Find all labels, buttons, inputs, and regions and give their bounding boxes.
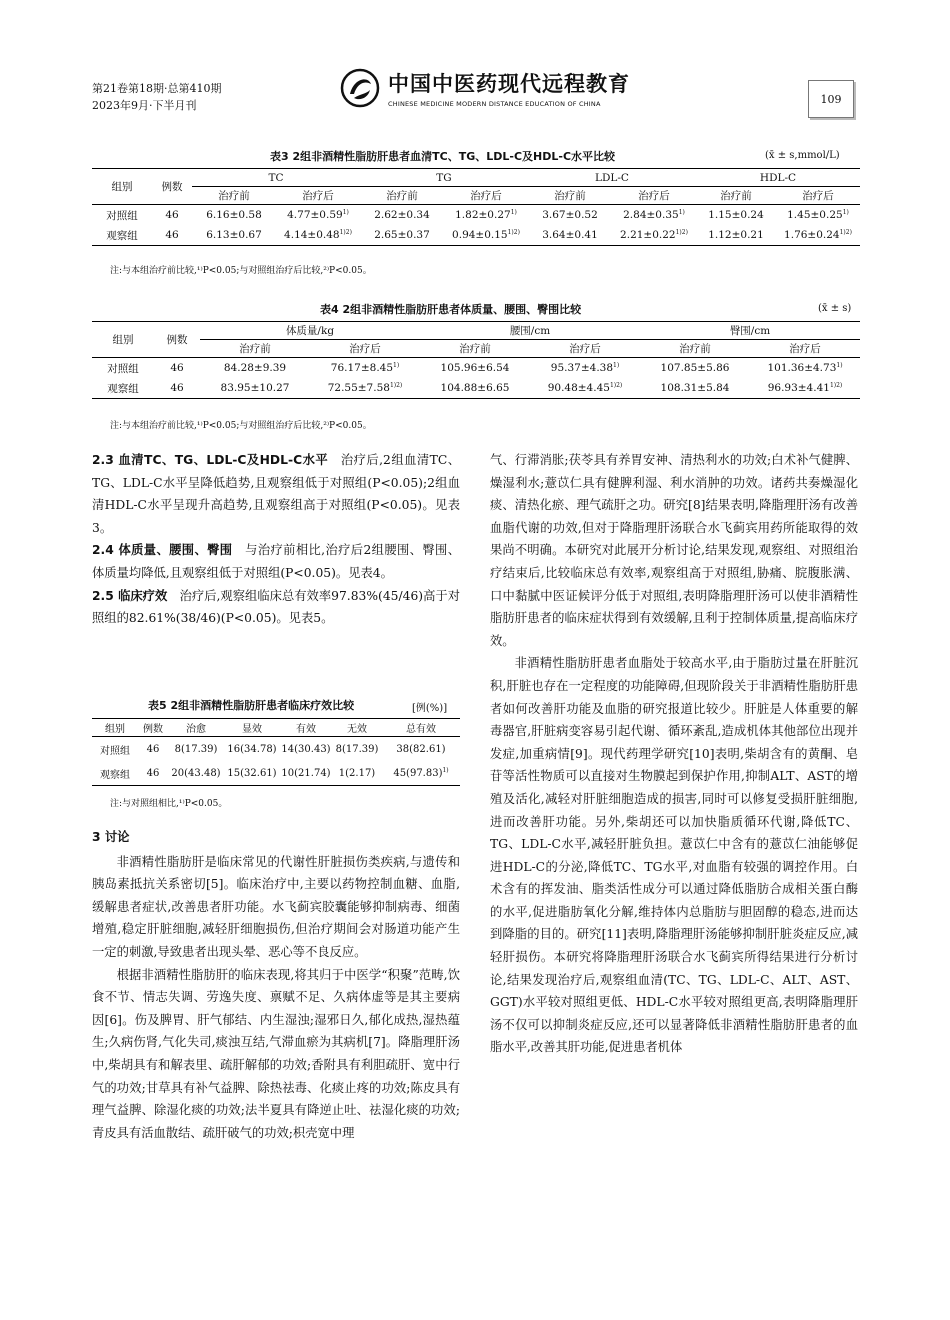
table3-body — [92, 205, 860, 246]
table5-cell: 20(43.48) — [168, 761, 224, 786]
table3-value: 1.15±0.24 — [708, 209, 764, 221]
table4-group-cell: 对照组 — [107, 362, 139, 375]
table4-value: 105.96±6.54 — [440, 362, 510, 374]
table5-note: 注:与对照组相比,¹⁾P<0.05。 — [110, 799, 228, 809]
table4-value: 90.48±4.45 — [547, 382, 610, 394]
table3-header-group: 组别 — [92, 169, 152, 205]
table5-cell: 14(30.43) — [281, 743, 331, 755]
table4-value: 104.88±6.65 — [440, 382, 510, 394]
table5-caption: 表5 2组非酒精性脂肪肝患者临床疗效比较 — [148, 699, 355, 712]
table4-note: 注:与本组治疗前比较,¹⁾P<0.05;与对照组治疗后比较,²⁾P<0.05。 — [110, 421, 372, 431]
table-row — [92, 225, 860, 246]
section-3-title: 3 讨论 — [92, 830, 130, 844]
table4-sup: 1) — [836, 362, 843, 369]
table4-value: 108.31±5.84 — [660, 382, 730, 394]
table4-header-before: 治疗前 — [640, 340, 750, 358]
table4-value-cell — [310, 378, 420, 399]
table3-n-cell: 46 — [152, 225, 192, 246]
table3-value-cell — [360, 205, 444, 226]
issue-info — [92, 80, 222, 114]
table5-header: 治愈 — [168, 719, 224, 737]
table3-note: 注:与本组治疗前比较,¹⁾P<0.05;与对照组治疗后比较,²⁾P<0.05。 — [110, 266, 372, 276]
table3-value-cell — [612, 225, 696, 246]
section-2-3-text: 治疗后,2组血清TC、TG、LDL-C水平呈降低趋势,且观察组低于对照组(P<0.05);2组血清HDL-C水平呈现升高趋势,且观察组高于对照组(P<0.05)。见表3。 — [92, 453, 460, 535]
table3-value: 1.76±0.24 — [784, 229, 840, 241]
table5-cell: 46 — [146, 743, 160, 755]
section-2-4-text: 与治疗前相比,治疗后2组腰围、臀围、体质量均降低,且观察组低于对照组(P<0.05)。见表4。 — [92, 543, 460, 580]
table3-value: 0.94±0.15 — [452, 229, 508, 241]
journal-masthead — [340, 68, 630, 108]
discussion-paragraph: 根据非酒精性脂肪肝的临床表现,将其归于中医学“积聚”范畴,饮食不节、情志失调、劳逸失度、禀赋不足、久病体虚等是其主要病因[6]。伤及脾胃、肝气郁结、内生湿浊;湿邪日久,郁化成热,湿热蕴生;久病伤肾,气化失司,痰浊互结,气滞血瘀为其病机[7]。降脂理肝汤中,柴胡具有和解表里、疏肝解郁的功效;香附具有利胆疏肝、宽中行气的功效;甘草具有补气益脾、除热祛毒、化痰止疼的功效;陈皮具有理气益脾、除湿化痰的功效;法半夏具有降逆止吐、祛湿化痰的功效;青皮具有活血散结、疏肝破气的功效;枳壳宽中理 — [92, 967, 460, 1140]
table3-sup: 1) — [678, 209, 685, 216]
table3-value: 2.62±0.34 — [374, 209, 430, 221]
table3-value-cell — [776, 205, 860, 226]
table4-value-cell — [640, 378, 750, 399]
table5-cell: 46 — [138, 761, 168, 786]
table5-cell: 8(17.39) — [335, 743, 379, 755]
table-row — [92, 358, 860, 379]
table3-value: 4.14±0.48 — [284, 229, 340, 241]
table4-n-cell: 46 — [170, 362, 184, 374]
table4-group-cell: 观察组 — [92, 378, 154, 399]
table3-header-metric: TC — [192, 169, 360, 187]
table-row — [92, 205, 860, 226]
table3-header-after: 治疗后 — [612, 187, 696, 205]
discussion-paragraph: 气、行滞消胀;茯苓具有养胃安神、清热利水的功效;白术补气健脾、燥湿利水;薏苡仁具有健脾利湿、利水消肿的功效。诸药共奏燥湿化痰、清热化瘀、理气疏肝之功。研究[8]结果表明,降脂理肝汤有改善血脂代谢的功效,但对于降脂理肝汤联合水飞蓟宾用药所能取得的效果尚不明确。本研究对此展开分析讨论,结果发现,观察组、对照组治疗结束后,比较临床总有效率,观察组高于对照组,胁痛、脘腹胀满、口中黏腻中医证候评分低于对照组,表明降脂理肝汤可以使非酒精性脂肪肝患者的临床症状得到有效缓解,且利于控制体质量,提高临床疗效。 — [490, 453, 858, 648]
table3-sup: 1) — [342, 209, 349, 216]
table5-cell: 对照组 — [100, 745, 130, 757]
table4-value: 84.28±9.39 — [223, 362, 287, 374]
table4-sup: 1)2) — [829, 382, 843, 389]
table4-value: 107.85±5.86 — [660, 362, 730, 374]
table4-sup: 1)2) — [389, 382, 403, 389]
issue-line: 第21卷第18期·总第410期 — [92, 82, 222, 95]
table3-value-cell — [612, 205, 696, 226]
table3-sup: 1) — [510, 209, 517, 216]
table3-sup: 1)2) — [507, 229, 520, 236]
table4-value-cell — [310, 358, 420, 379]
journal-logo-icon — [340, 68, 380, 108]
table4 — [92, 321, 860, 399]
table4-value-cell — [200, 378, 310, 399]
table3-group-cell: 观察组 — [92, 225, 152, 246]
table5-cell: 10(21.74) — [280, 761, 332, 786]
table4-value-cell — [420, 358, 530, 379]
table5-cell: 1(2.17) — [332, 761, 382, 786]
section-2-4-title: 2.4 体质量、腰围、臀围 — [92, 543, 233, 558]
table4-header-group: 组别 — [92, 322, 154, 358]
table3-sup: 1) — [842, 209, 849, 216]
section-2-5-title: 2.5 临床疗效 — [92, 588, 168, 603]
table3-value: 6.13±0.67 — [206, 229, 262, 241]
table4-value-cell — [750, 378, 860, 399]
table3-value-cell — [528, 205, 612, 226]
table4-header-after: 治疗后 — [530, 340, 640, 358]
table4-value: 76.17±8.45 — [330, 362, 394, 374]
table3-n-cell: 46 — [165, 209, 179, 221]
table3-unit: (x̄ ± s,mmol/L) — [765, 150, 840, 161]
table5-header: 总有效 — [382, 719, 460, 737]
table3-header-after: 治疗后 — [276, 187, 360, 205]
table-row — [92, 378, 860, 399]
table3-value: 1.45±0.25 — [787, 209, 843, 221]
table5-cell: 15(32.61) — [224, 761, 280, 786]
table3-sup: 1)2) — [675, 229, 688, 236]
table4-unit: (x̄ ± s) — [818, 303, 852, 314]
table3-header-after: 治疗后 — [444, 187, 528, 205]
table3-value-cell — [444, 225, 528, 246]
table4-header-after: 治疗后 — [310, 340, 420, 358]
table4-header-before: 治疗前 — [420, 340, 530, 358]
table3-value-cell — [276, 205, 360, 226]
table3-value-cell — [776, 225, 860, 246]
table3-sup: 1)2) — [839, 229, 852, 236]
table3-value: 3.64±0.41 — [542, 229, 598, 241]
page-number: 109 — [808, 80, 854, 118]
journal-title-en: CHINESE MEDICINE MODERN DISTANCE EDUCATION OF CHINA — [388, 100, 601, 108]
table3-header-before: 治疗前 — [528, 187, 612, 205]
table5-cell: 观察组 — [92, 761, 138, 786]
discussion-paragraph: 非酒精性脂肪肝患者血脂处于较高水平,由于脂肪过量在肝脏沉积,肝脏也存在一定程度的功能障碍,但现阶段关于非酒精性脂肪肝患者如何改善肝功能及血脂的研究报道比较少。肝脏是人体重要的解毒器官,肝脏病变容易引起代谢、循环紊乱,造成机体其他部位出现并发症,加重病情[9]。现代药理学研究[10]表明,柴胡含有的黄酮、皂苷等活性物质可以直接对生物膜起到保护作用,抑制ALT、AST的增殖及活化,减轻对肝脏细胞造成的损害,同时可以修复受损肝脏细胞,进而改善肝功能。另外,柴胡还可以加快脂质循环代谢,降低TC、TG、LDL-C水平,减轻肝脏负担。薏苡仁中含有的薏苡仁油能够促进HDL-C的分泌,降低TC、TG水平,对血脂有较强的调控作用。白术含有的挥发油、脂类活性成分可以通过降低脂肪合成相关蛋白酶的水平,促进脂肪氧化分解,维持体内总脂肪与胆固醇的稳态,进而达到降脂的目的。研究[11]表明,降脂理肝汤能够抑制肝脏炎症反应,减轻肝损伤。本研究将降脂理肝汤联合水飞蓟宾所得结果进行分析讨论,结果发现治疗后,观察组血清(TC、TG、LDL-C、ALT、AST、GGT)水平较对照组更低、HDL-C水平较对照组更高,表明降脂理肝汤不仅可以抑制炎症反应,还可以显著降低非酒精性脂肪肝患者的血脂水平,改善其肝功能,促进患者机体 — [490, 656, 858, 1055]
table3-value: 4.77±0.59 — [287, 209, 343, 221]
table3-header-before: 治疗前 — [696, 187, 776, 205]
table5-value: 45(97.83) — [393, 768, 443, 779]
table3-value: 1.12±0.21 — [708, 229, 764, 241]
table4-header-metric: 体质量/kg — [200, 322, 420, 340]
discussion-left — [92, 826, 460, 1144]
table3-value: 2.21±0.22 — [620, 229, 676, 241]
table4-header-metric: 腰围/cm — [420, 322, 640, 340]
table5-cell: 8(17.39) — [174, 743, 218, 755]
table3-value: 1.82±0.27 — [455, 209, 511, 221]
table4-header-n: 例数 — [154, 322, 200, 358]
table4-n-cell: 46 — [154, 378, 200, 399]
table5-cell — [382, 737, 460, 762]
table3-value-cell — [192, 225, 276, 246]
table3-header-n: 例数 — [152, 169, 192, 205]
table3-value: 3.67±0.52 — [542, 209, 598, 221]
table-row — [92, 737, 460, 762]
table5 — [92, 718, 460, 786]
table3-value-cell — [696, 225, 776, 246]
table5-header: 无效 — [332, 719, 382, 737]
table4-header-before: 治疗前 — [200, 340, 310, 358]
table5-sup: 1) — [442, 767, 449, 774]
table4-value-cell — [750, 358, 860, 379]
table3-header-metric: TG — [360, 169, 528, 187]
table4-value-cell — [200, 358, 310, 379]
table4-header-after: 治疗后 — [750, 340, 860, 358]
table4-value-cell — [420, 378, 530, 399]
table3-header-before: 治疗前 — [192, 187, 276, 205]
table5-value: 38(82.61) — [396, 744, 446, 755]
table3-header-metric: HDL-C — [696, 169, 860, 187]
table3-header-after: 治疗后 — [776, 187, 860, 205]
table5-cell: 16(34.78) — [227, 743, 277, 755]
section-2-3-title: 2.3 血清TC、TG、LDL-C及HDL-C水平 — [92, 453, 329, 467]
table4-header-metric: 臀围/cm — [640, 322, 860, 340]
table3-value-cell — [360, 225, 444, 246]
table-row — [92, 761, 460, 786]
table3-caption: 表3 2组非酒精性脂肪肝患者血清TC、TG、LDL-C及HDL-C水平比较 — [270, 150, 616, 163]
table4-value-cell — [530, 378, 640, 399]
table4-sup: 1)2) — [609, 382, 623, 389]
table4-value: 95.37±4.38 — [550, 362, 614, 374]
table4-caption: 表4 2组非酒精性脂肪肝患者体质量、腰围、臀围比较 — [320, 303, 582, 316]
table4-value-cell — [640, 358, 750, 379]
table3-value-cell — [696, 205, 776, 226]
table3-header-before: 治疗前 — [360, 187, 444, 205]
table4-value-cell — [530, 358, 640, 379]
table5-header: 组别 — [92, 719, 138, 737]
table4-value: 83.95±10.27 — [220, 382, 290, 394]
table4-value: 96.93±4.41 — [767, 382, 830, 394]
table4-value: 101.36±4.73 — [767, 362, 837, 374]
table3-group-cell: 对照组 — [106, 209, 138, 222]
table3-value-cell — [528, 225, 612, 246]
journal-title-cn: 中国中医药现代远程教育 — [388, 72, 630, 96]
table4-value: 72.55±7.58 — [327, 382, 390, 394]
table5-header: 例数 — [138, 719, 168, 737]
left-column — [92, 449, 460, 630]
table3-header-metric: LDL-C — [528, 169, 696, 187]
right-column — [490, 449, 858, 1059]
table3-value: 6.16±0.58 — [206, 209, 262, 221]
table3-value: 2.84±0.35 — [623, 209, 679, 221]
table3-value-cell — [276, 225, 360, 246]
table5-unit: [例(%)] — [412, 703, 448, 714]
table4-sup: 1) — [613, 362, 620, 369]
table3 — [92, 168, 860, 246]
table4-sup: 1) — [393, 362, 400, 369]
section-2-5-text: 治疗后,观察组临床总有效率97.83%(45/46)高于对照组的82.61%(38/46)(P<0.05)。见表5。 — [92, 588, 460, 626]
table3-sup: 1)2) — [339, 229, 352, 236]
table5-cell — [382, 761, 460, 786]
table5-header: 有效 — [280, 719, 332, 737]
date-line: 2023年9月·下半月刊 — [92, 99, 197, 112]
table3-value-cell — [192, 205, 276, 226]
discussion-paragraph: 非酒精性脂肪肝是临床常见的代谢性肝脏损伤类疾病,与遗传和胰岛素抵抗关系密切[5]。临床治疗中,主要以药物控制血糖、血脂,缓解患者症状,改善患者肝功能。水飞蓟宾胶囊能够抑制病毒、细菌增殖,稳定肝脏细胞,减轻肝细胞损伤,但治疗期间会对肠道功能产生一定的刺激,导致患者出现头晕、恶心等不良反应。 — [92, 854, 460, 959]
table3-value-cell — [444, 205, 528, 226]
table5-header: 显效 — [224, 719, 280, 737]
table3-value: 2.65±0.37 — [374, 229, 430, 241]
table4-body — [92, 358, 860, 399]
